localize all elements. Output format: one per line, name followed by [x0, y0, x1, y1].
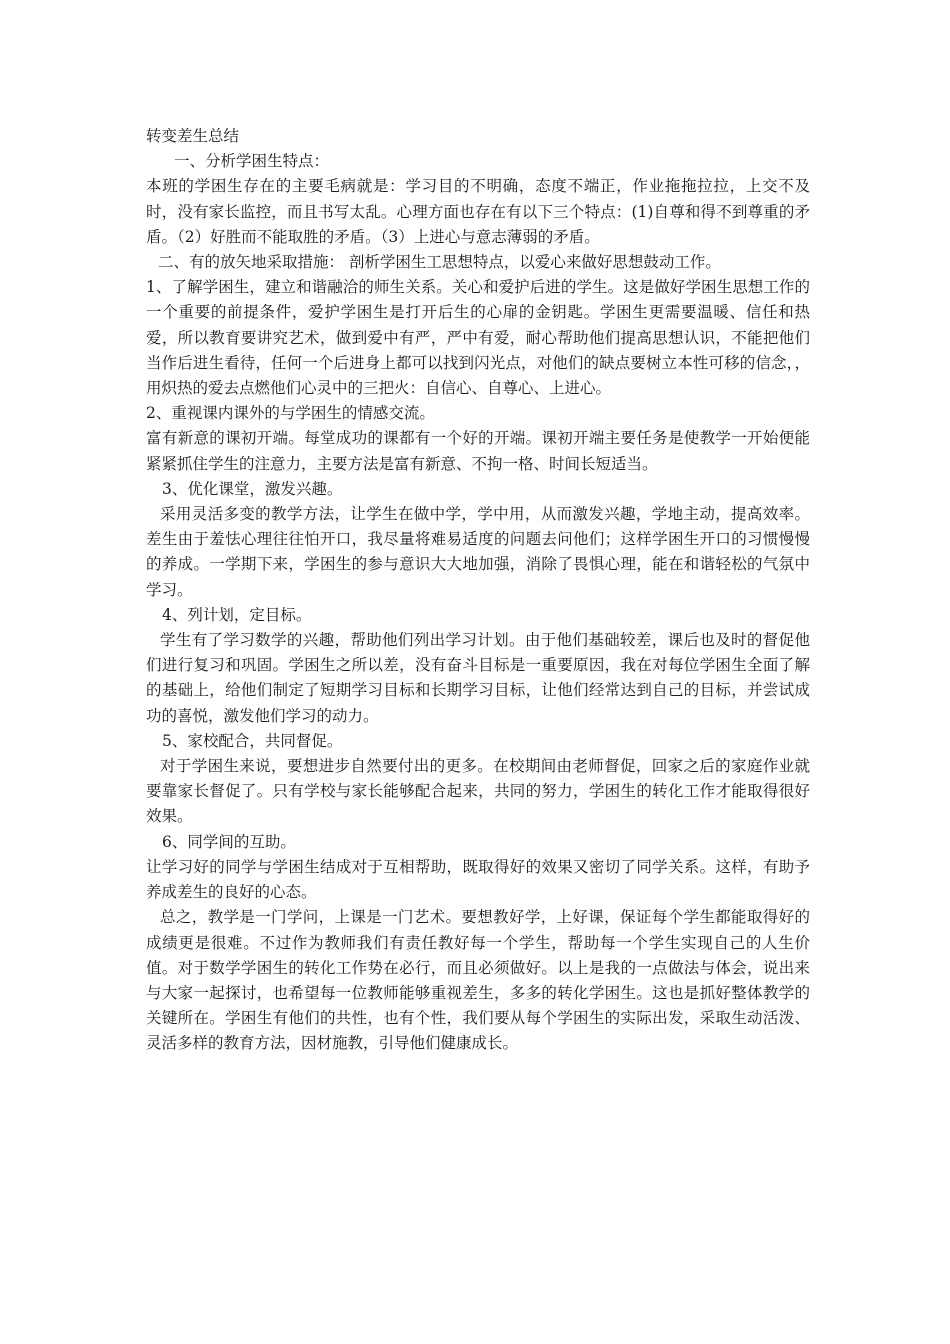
paragraph-item-2: 富有新意的课初开端。每堂成功的课都有一个好的开端。课初开端主要任务是使教学一开始便能紧紧抓住学生的注意力，主要方法是富有新意、不拘一格、时间长短适当。 [146, 429, 810, 473]
paragraph-problems: 本班的学困生存在的主要毛病就是：学习目的不明确，态度不端正，作业拖拖拉拉，上交不及时，没有家长监控，而且书写太乱。心理方面也存在有以下三个特点：(1)自尊和得不到尊重的矛盾。（2）好胜而不能取胜的矛盾。（3）上进心与意志薄弱的矛盾。 [146, 177, 810, 246]
section-heading-1: 一、分析学困生特点： [174, 152, 330, 171]
item-heading-4: 4、列计划，定目标。 [162, 605, 312, 624]
paragraph-item-5: 对于学困生来说，要想进步自然要付出的更多。在校期间由老师督促，回家之后的家庭作业就要靠家长督促了。只有学校与家长能够配合起来，共同的努力，学困生的转化工作才能取得很好效果。 [146, 757, 810, 826]
item-heading-6: 6、同学间的互助。 [162, 832, 296, 851]
paragraph-item-6: 让学习好的同学与学困生结成对于互相帮助，既取得好的效果又密切了同学关系。这样，有助予养成差生的良好的心态。 [146, 857, 810, 902]
item-heading-2: 2、重视课内课外的与学困生的情感交流。 [146, 404, 435, 423]
item-heading-3: 3、优化课堂，激发兴趣。 [162, 479, 343, 498]
paragraph-conclusion: 总之，教学是一门学问，上课是一门艺术。要想教好学，上好课，保证每个学生都能取得好的成绩更是很难。不过作为教师我们有责任教好每一个学生，帮助每一个学生实现自己的人生价值。对于数学学困生的转化工作势在必行，而且必须做好。以上是我的一点做法与体会，说出来与大家一起探讨，也希望每一位教师能够重视差生，多多的转化学困生。这也是抓好整体教学的关键所在。学困生有他们的共性，也有个性，我们要从每个学困生的实际出发，采取生动活泼、灵活多样的教育方法，因材施教，引导他们健康成长。 [146, 908, 810, 1053]
paragraph-item-4: 学生有了学习数学的兴趣，帮助他们列出学习计划。由于他们基础较差，课后也及时的督促他们进行复习和巩固。学困生之所以差，没有奋斗目标是一重要原因，我在对每位学困生全面了解的基础上，给他们制定了短期学习目标和长期学习目标，让他们经常达到自己的目标，并尝试成功的喜悦，激发他们学习的动力。 [146, 631, 810, 725]
document-body [146, 124, 810, 1057]
section-heading-2: 二、有的放矢地采取措施： 剖析学困生工思想特点，以爱心来做好思想鼓动工作。 [158, 253, 721, 272]
paragraph-item-1: 1、了解学困生，建立和谐融洽的师生关系。关心和爱护后进的学生。这是做好学困生思想工作的一个重要的前提条件，爱护学困生是打开后生的心扉的金钥匙。学困生更需要温暖、信任和热爱，所以教育要讲究艺术，做到爱中有严，严中有爱，耐心帮助他们提高思想认识，不能把他们当作后进生看待，任何一个后进身上都可以找到闪光点，对他们的缺点要树立本性可移的信念，，用炽热的爱去点燃他们心灵中的三把火：自信心、自尊心、上进心。 [146, 278, 810, 398]
document-title: 转变差生总结 [146, 127, 240, 145]
item-heading-5: 5、家校配合，共同督促。 [162, 731, 343, 750]
paragraph-item-3: 采用灵活多变的教学方法，让学生在做中学，学中用，从而激发兴趣，学地主动，提高效率。差生由于羞怯心理往往怕开口，我尽量将难易适度的问题去问他们；这样学困生开口的习惯慢慢的养成。一学期下来，学困生的参与意识大大地加强，消除了畏惧心理，能在和谐轻松的气氛中学习。 [146, 505, 810, 599]
